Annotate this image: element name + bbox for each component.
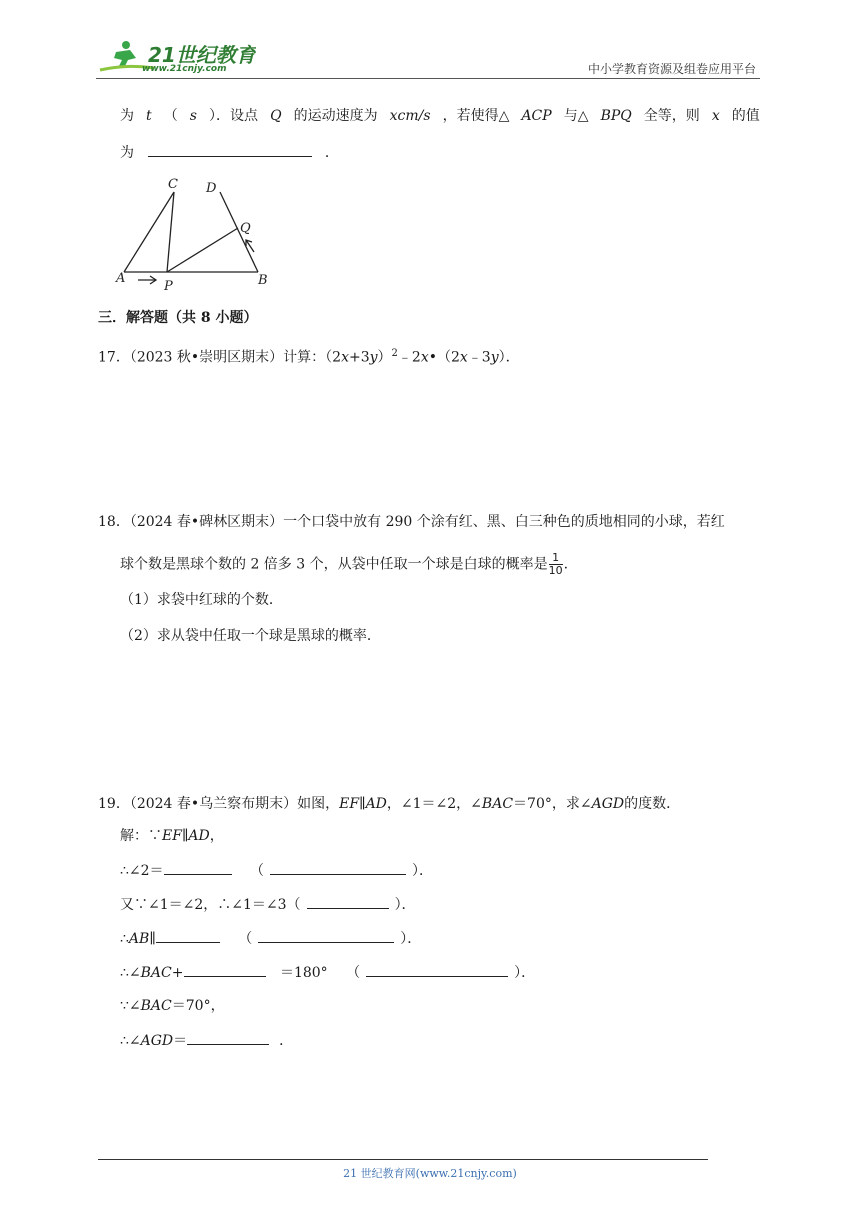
header-divider bbox=[96, 78, 760, 79]
question-18-line1: 18．（2024 春•碑林区期末）一个口袋中放有 290 个涂有红、黑、白三种色的质地相同的小球，若红 bbox=[98, 514, 725, 530]
question-18-line2: 球个数是黑球个数的 2 倍多 3 个，从袋中任取一个球是白球的概率是 $\frac{1}{10}$ . bbox=[120, 551, 569, 577]
q16-line2: 为 ． bbox=[120, 142, 339, 163]
section-title: 三．解答题（共 8 小题） bbox=[98, 310, 258, 326]
answer-blank[interactable] bbox=[148, 142, 312, 157]
blank-angle2[interactable] bbox=[164, 860, 232, 875]
solution-line6: ∵∠BAC＝70°， bbox=[120, 998, 225, 1014]
blank-reason1[interactable] bbox=[270, 860, 406, 875]
blank-reason2[interactable] bbox=[307, 894, 389, 909]
question-18-part1: （1）求袋中红球的个数． bbox=[120, 592, 283, 608]
blank-reason3[interactable] bbox=[258, 928, 394, 943]
label-D: D bbox=[206, 181, 217, 196]
label-Q: Q bbox=[240, 221, 251, 236]
footer-link[interactable]: 21 世纪教育网(www.21cnjy.com) bbox=[343, 1167, 517, 1180]
label-A: A bbox=[116, 271, 126, 286]
q16-line1: 为 t （ s ）．设点 Q 的运动速度为 xcm/s ，若使得△ ACP 与△ BPQ 全等，则 x 的值 bbox=[120, 108, 760, 124]
question-19-title: 19．（2024 春•乌兰察布期末）如图，EF∥AD，∠1＝∠2，∠BAC＝70°，求∠AGD的度数． bbox=[98, 796, 681, 812]
solution-line7: ∴∠AGD＝ ． bbox=[120, 1030, 293, 1051]
blank-reason4[interactable] bbox=[366, 962, 508, 977]
solution-line1: 解：∵EF∥AD， bbox=[120, 828, 224, 844]
solution-line5: ∴∠BAC+ ＝180° （ ）． bbox=[120, 962, 535, 983]
question-17: 17．（2023 秋•崇明区期末）计算：$(2x+3y)^2﹣2x•(2x﹣3y)$． bbox=[98, 348, 520, 366]
solution-line3: 又∵∠1＝∠2，∴∠1＝∠3（ ）． bbox=[120, 894, 416, 915]
site-logo bbox=[96, 38, 256, 78]
footer-divider bbox=[98, 1159, 708, 1160]
label-B: B bbox=[258, 273, 268, 288]
blank-answer[interactable] bbox=[187, 1030, 269, 1045]
label-P: P bbox=[164, 279, 173, 294]
logo-url: www.21cnjy.com bbox=[142, 64, 227, 74]
triangle-figure bbox=[112, 172, 272, 296]
probability-fraction: $\frac{1}{10}$ bbox=[548, 551, 563, 577]
solution-line4: ∴AB∥ （ ）． bbox=[120, 928, 421, 949]
question-18-part2: （2）求从袋中任取一个球是黑球的概率． bbox=[120, 628, 381, 644]
platform-name: 中小学教育资源及组卷应用平台 bbox=[587, 62, 756, 76]
label-C: C bbox=[168, 177, 178, 192]
solution-line2: ∴∠2＝ （ ）． bbox=[120, 860, 433, 881]
svg-text:21世纪教育: 21世纪教育 bbox=[148, 43, 256, 67]
blank-angle[interactable] bbox=[184, 962, 266, 977]
blank-parallel[interactable] bbox=[156, 928, 220, 943]
